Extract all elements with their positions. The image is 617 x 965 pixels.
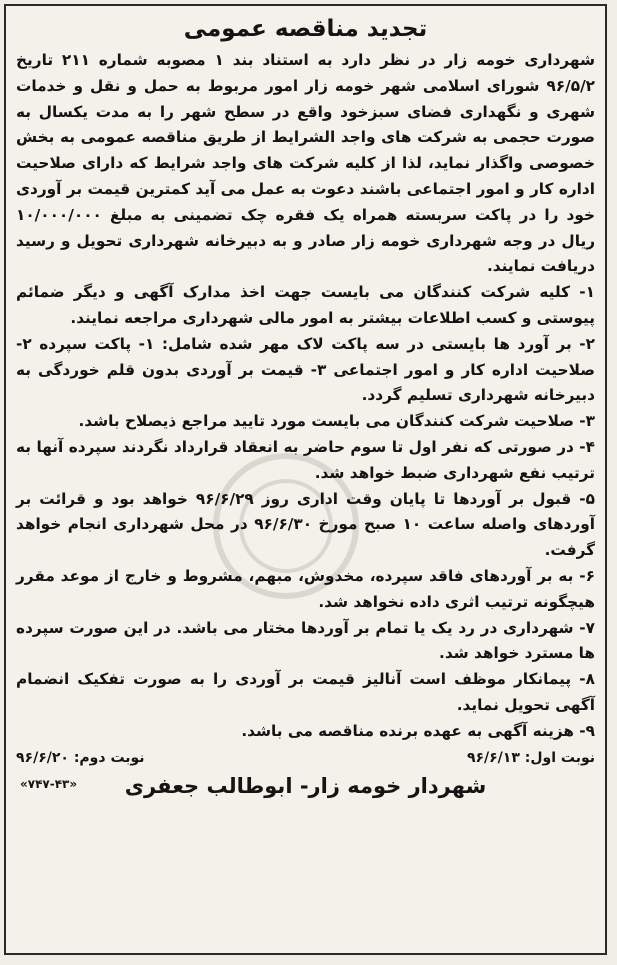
list-item: ۱- کلیه شرکت کنندگان می بایست جهت اخذ مدارک آگهی و دیگر ضمائم پیوستی و کسب اطلاعات بیشتر به امور مالی شهرداری مراجعه نمایند.: [16, 283, 595, 327]
list-item: ۳- صلاحیت شرکت کنندگان می بایست مورد تایید مراجع ذیصلاح باشد.: [78, 412, 595, 431]
list-item: ۵- قبول بر آوردها تا پایان وقت اداری روز ۹۶/۶/۲۹ خواهد بود و قرائت بر آوردهای واصله ساعت ۱۰ صبح مورخ ۹۶/۶/۳۰ در محل شهرداری انجام خواهد گرفت.: [16, 489, 595, 560]
list-item: ۴- در صورتی که نفر اول تا سوم حاضر به انعقاد قرارداد نگردند سپرده آنها به ترتیب نفع شهرداری ضبط خواهد شد.: [16, 437, 595, 482]
list-item: ۸- پیمانکار موظف است آنالیز قیمت بر آوردی را به صورت تفکیک انضمام آگهی تحویل نماید.: [16, 670, 595, 714]
signature: شهردار خومه زار- ابوطالب جعفری: [124, 773, 487, 798]
list-item: ۷- شهرداری در رد یک یا تمام بر آوردها مختار می باشد. در این صورت سپرده ها مسترد خواهد شد.: [16, 618, 595, 663]
signature-row: [16, 771, 595, 801]
second-publish-date: نوبت دوم: ۹۶/۶/۲۰: [16, 749, 145, 766]
list-item: ۹- هزینه آگهی به عهده برنده مناقصه می باشد.: [241, 721, 595, 740]
first-publish-date: نوبت اول: ۹۶/۶/۱۳: [466, 749, 595, 766]
intro-paragraph: شهرداری خومه زار در نظر دارد به استناد بند ۱ مصوبه شماره ۲۱۱ تاریخ ۹۶/۵/۲ شورای اسلامی شهر خومه زار امور مربوط به حمل و نقل و خدمات شهری و نگهداری فضای سبزخود واقع در سطح شهر را به مدت یکسال به صورت حجمی به شرکت های واجد الشرایط از طریق مناقصه عمومی به بخش خصوصی واگذار نماید، لذا از کلیه شرکت های واجد شرایط که دارای صلاحیت اداره کار و امور اجتماعی باشند دعوت به عمل می آید کمترین قیمت بر آوردی خود را در پاکت سربسته همراه یک فقره چک تضمینی به مبلغ ۱۰/۰۰۰/۰۰۰ ریال در وجه شهرداری خومه زار صادر و به دبیرخانه شهرداری تحویل و رسید دریافت نمایند.: [16, 51, 595, 276]
notice-title: تجدید مناقصه عمومی: [183, 16, 428, 42]
list-item: ۶- به بر آوردهای فاقد سپرده، مخدوش، مبهم، مشروط و خارج از موعد مقرر هیچگونه ترتیب اثری داده نخواهد شد.: [16, 566, 595, 611]
list-item: ۲- بر آورد ها بایستی در سه پاکت لاک مهر شده شامل: ۱- پاکت سپرده ۲- صلاحیت اداره کار و امور اجتماعی ۳- قیمت بر آوردی بدون قلم خوردگی به دبیرخانه شهرداری تسلیم گردد.: [16, 334, 595, 405]
notice-body: [16, 48, 595, 745]
tender-notice: [4, 4, 607, 955]
publish-dates: [16, 747, 595, 769]
ad-code: «۷۴۷-۴۳»: [20, 776, 78, 791]
